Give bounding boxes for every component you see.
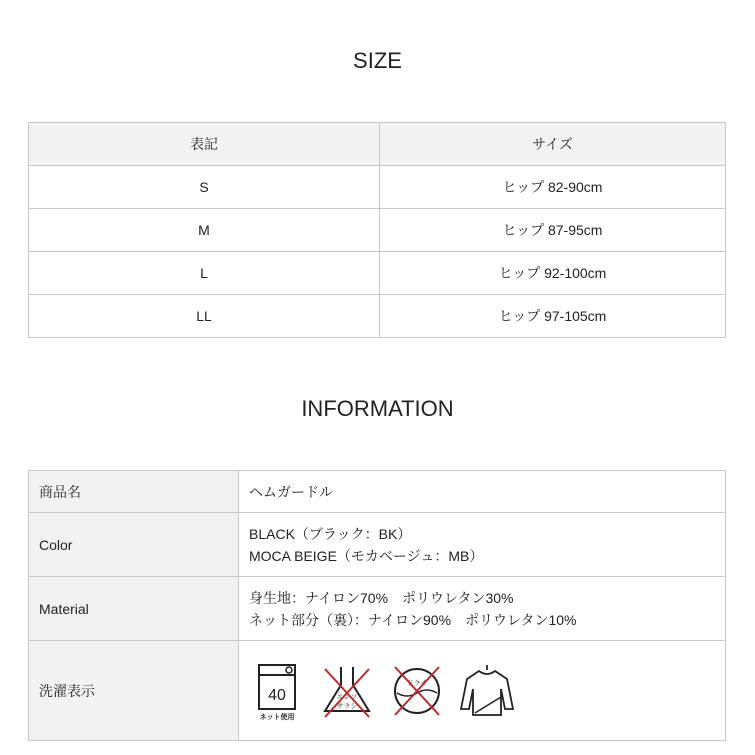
row-value: ヘムガードル	[239, 471, 726, 513]
row-label: Color	[29, 513, 239, 577]
size-title: SIZE	[353, 48, 402, 73]
color-line: BLACK（ブラック：BK）	[249, 525, 412, 542]
size-label: LL	[29, 295, 380, 338]
svg-text:40: 40	[268, 686, 286, 704]
header-label: 表記	[29, 123, 380, 166]
size-label: L	[29, 252, 380, 295]
size-value: ヒップ 87-95cm	[380, 209, 726, 252]
hang-dry-icon	[459, 661, 515, 721]
size-value: ヒップ 82-90cm	[380, 166, 726, 209]
size-value: ヒップ 92-100cm	[380, 252, 726, 295]
material-line: 身生地：ナイロン70% ポリウレタン30%	[249, 589, 514, 606]
table-row	[29, 295, 726, 338]
svg-text:ネット使用: ネット使用	[259, 713, 295, 721]
row-label: Material	[29, 577, 239, 641]
row-value	[239, 513, 726, 577]
row-value	[239, 577, 726, 641]
table-header	[29, 123, 726, 166]
size-label: S	[29, 166, 380, 209]
size-value: ヒップ 97-105cm	[380, 295, 726, 338]
table-row	[29, 471, 726, 513]
header-size: サイズ	[380, 123, 726, 166]
svg-text:サラシ: サラシ	[336, 702, 358, 710]
table-row	[29, 209, 726, 252]
information-table	[28, 470, 726, 741]
table-row	[29, 641, 726, 741]
table-row	[29, 513, 726, 577]
row-label: 洗濯表示	[29, 641, 239, 741]
svg-text:エンソ: エンソ	[336, 693, 358, 701]
row-label: 商品名	[29, 471, 239, 513]
size-table	[28, 122, 726, 338]
table-row	[29, 577, 726, 641]
no-bleach-icon	[319, 661, 375, 721]
no-dry-clean-icon	[389, 661, 445, 721]
material-line: ネット部分（裏）：ナイロン90% ポリウレタン10%	[249, 611, 577, 628]
color-line: MOCA BEIGE（モカベージュ：MB）	[249, 547, 484, 564]
table-row	[29, 252, 726, 295]
wash-40-net-icon	[249, 661, 305, 721]
svg-text:ドライ: ドライ	[406, 679, 428, 687]
information-title: INFORMATION	[301, 396, 454, 421]
row-value	[239, 641, 726, 741]
table-row	[29, 166, 726, 209]
size-label: M	[29, 209, 380, 252]
